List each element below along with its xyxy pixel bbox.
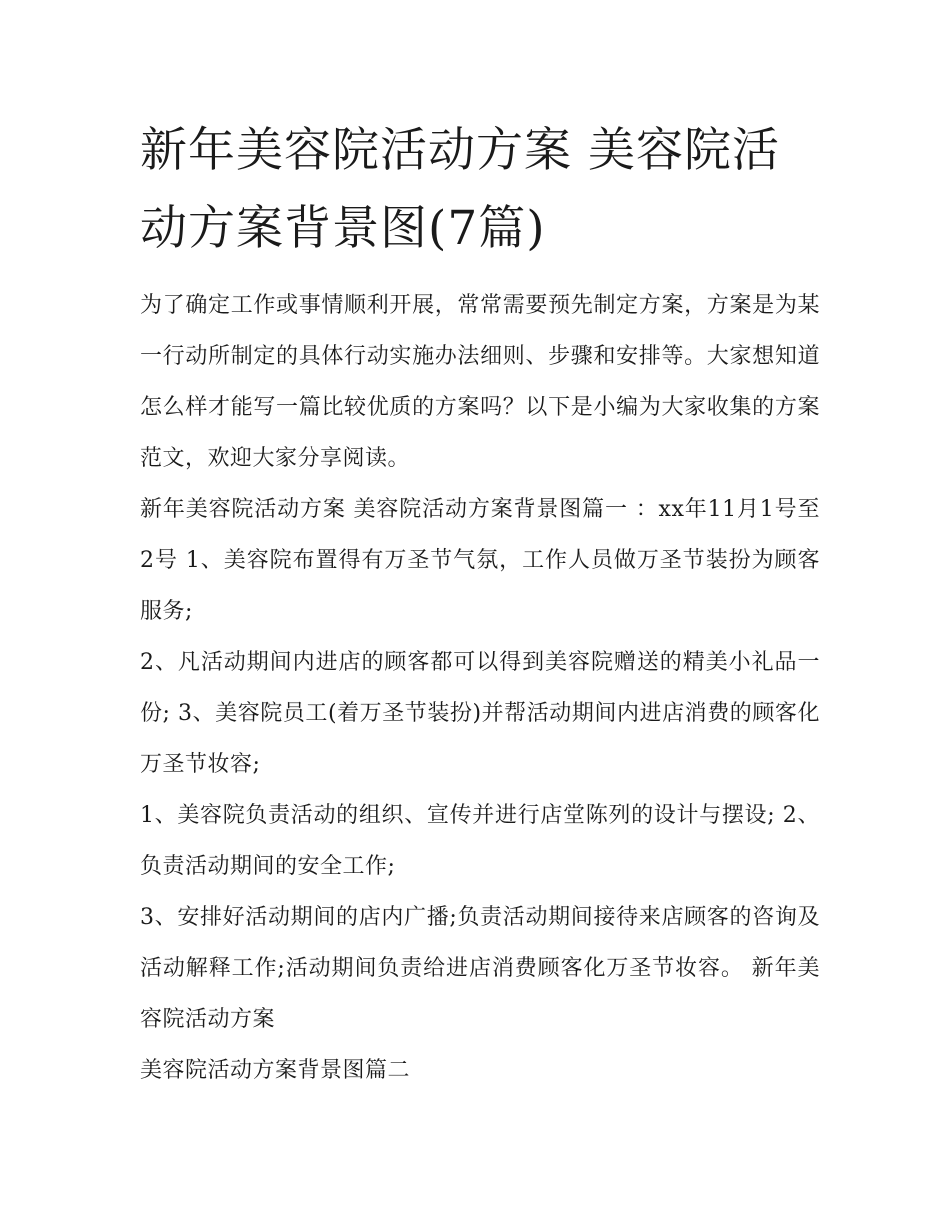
document-page (140, 112, 820, 1096)
document-title: 新年美容院活动方案 美容院活动方案背景图(7篇) (140, 123, 780, 256)
section-two-heading: 美容院活动方案背景图篇二 (140, 1058, 411, 1083)
body-paragraph: 2、凡活动期间内进店的顾客都可以得到美容院赠送的精美小礼品一份; 3、美容院员工(着万圣节装扮)并帮活动期间内进店消费的顾客化万圣节妆容; (140, 650, 820, 777)
body-paragraph: 1、美容院负责活动的组织、宣传并进行店堂陈列的设计与摆设; 2、负责活动期间的安全工作; (140, 803, 820, 879)
section-one-paragraph: 新年美容院活动方案 美容院活动方案背景图篇一 ：xx年11月1号至2号 1、美容院布置得有万圣节气氛，工作人员做万圣节装扮为顾客服务; (140, 497, 820, 624)
body-paragraph: 3、安排好活动期间的店内广播;负责活动期间接待来店顾客的咨询及活动解释工作;活动期间负责给进店消费顾客化万圣节妆容。 新年美容院活动方案 (140, 905, 820, 1032)
intro-paragraph: 为了确定工作或事情顺利开展，常常需要预先制定方案，方案是为某一行动所制定的具体行动实施办法细则、步骤和安排等。大家想知道怎么样才能写一篇比较优质的方案吗？以下是小编为大家收集的方案范文，欢迎大家分享阅读。 (140, 293, 820, 471)
